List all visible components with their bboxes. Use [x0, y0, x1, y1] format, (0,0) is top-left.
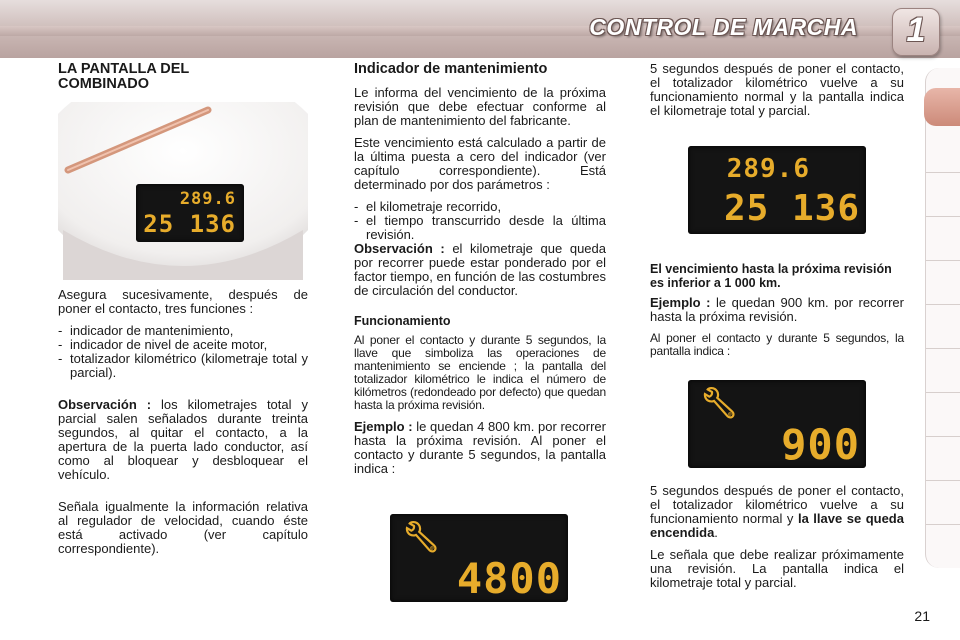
contact-text: Al poner el contacto y durante 5 segundos, la pantalla indica :	[650, 331, 904, 358]
maintenance-intro: Le informa del vencimiento de la próxima revisión que debe efectuar conforme al plan de mantenimiento del fabricante.	[354, 85, 606, 128]
list-item: - el tiempo transcurrido desde la última revisión.	[354, 214, 606, 242]
column-3	[650, 62, 904, 126]
side-tab-divider	[926, 480, 960, 481]
example-label: Ejemplo :	[650, 295, 711, 310]
chapter-title: CONTROL DE MARCHA	[589, 14, 858, 40]
example-paragraph	[354, 420, 606, 476]
total-distance: 25 136	[723, 188, 860, 229]
column-1-body	[58, 288, 308, 564]
cruise-control-note: Señala igualmente la información relativa al regulador de velocidad, cuando éste está activado (ver capítulo correspondiente).	[58, 499, 308, 556]
remaining-km: 900	[781, 420, 860, 469]
wrench-icon: 🔧︎	[700, 386, 739, 421]
side-tab-divider	[926, 172, 960, 173]
chapter-number: 1	[906, 11, 926, 49]
column-2	[354, 62, 606, 484]
instrument-cluster-illustration	[58, 102, 308, 280]
list-item: - indicador de mantenimiento,	[58, 324, 308, 338]
side-tab-divider	[926, 260, 960, 261]
chapter-badge	[892, 8, 940, 56]
column-3-footer	[650, 484, 904, 598]
funcionamiento-heading: Funcionamiento	[354, 314, 451, 328]
example-text: le quedan 4 800 km. por recorrer hasta la próxima revisión. Al poner el contacto y durante 5 segundos, la pantalla indica :	[354, 419, 606, 476]
odometer-display-2	[688, 146, 866, 234]
under-1000-heading: El vencimiento hasta la próxima revisión es inferior a 1 000 km.	[650, 262, 892, 290]
page-header	[0, 0, 960, 58]
funcionamiento-text: Al poner el contacto y durante 5 segundos, la llave que simboliza las operaciones de mantenimiento se enciende ; la pantalla del totalizador kilométrico le indica el número de kilómetros (redondeado por defecto) que quedan hasta la próxima revisión.	[354, 333, 606, 412]
observation-text: los kilometrajes total y parcial salen señalados durante treinta segundos, al quitar el contacto, a la apertura de la puerta lado conductor, así como al bloquear y desbloquear el vehículo.	[58, 397, 308, 482]
observation-label: Observación :	[354, 241, 445, 256]
list-item: - indicador de nivel de aceite motor,	[58, 338, 308, 352]
total-distance: 25 136	[143, 210, 236, 238]
function-list	[58, 324, 308, 380]
text: .	[714, 525, 718, 540]
trip-distance: 289.6	[179, 189, 236, 209]
list-item: - totalizador kilométrico (kilometraje total y parcial).	[58, 352, 308, 380]
column-3-body	[650, 262, 904, 366]
maintenance-display-900	[688, 380, 866, 468]
wrench-stays-on-paragraph	[650, 484, 904, 540]
maintenance-display-4800	[390, 514, 568, 602]
side-tab-divider	[926, 524, 960, 525]
chapter-side-tabs	[925, 68, 960, 568]
wrench-icon: 🔧︎	[402, 520, 441, 555]
return-normal-text: 5 segundos después de poner el contacto, el totalizador kilométrico vuelve a su funcionamiento normal y la pantalla indica el kilometraje total y parcial.	[650, 61, 904, 118]
observation-paragraph	[354, 242, 606, 298]
active-chapter-tab	[924, 88, 960, 126]
section-heading-pantalla: LA PANTALLA DEL COMBINADO	[58, 61, 190, 92]
section-heading-mantenimiento: Indicador de mantenimiento	[354, 61, 548, 77]
side-tab-divider	[926, 436, 960, 437]
page-number: 21	[914, 608, 930, 624]
observation-label: Observación :	[58, 397, 152, 412]
example-label: Ejemplo :	[354, 419, 413, 434]
parameter-list	[354, 200, 606, 242]
maintenance-calculation: Este vencimiento está calculado a partir de la última puesta a cero del indicador (ver capítulo correspondiente). Está determinado por dos parámetros :	[354, 135, 606, 192]
remaining-km: 4800	[456, 554, 562, 603]
trip-distance: 289.6	[726, 154, 810, 184]
observation-text: el kilometraje que queda por recorrer puede estar ponderado por el factor tiempo, en función de las costumbres de circulación del conductor.	[354, 241, 606, 298]
example-text: le quedan 900 km. por recorrer hasta la próxima revisión.	[650, 295, 904, 324]
intro-text: Asegura sucesivamente, después de poner el contacto, tres funciones :	[58, 287, 308, 316]
column-1	[58, 62, 308, 100]
side-tab-divider	[926, 392, 960, 393]
odometer-display	[136, 184, 244, 242]
side-tab-divider	[926, 216, 960, 217]
side-tab-divider	[926, 304, 960, 305]
side-tab-divider	[926, 348, 960, 349]
text: 5 segundos después de poner el contacto, el totalizador kilométrico vuelve a su funcionamiento normal y	[650, 483, 904, 526]
example-paragraph	[650, 296, 904, 324]
revision-reminder: Le señala que debe realizar próximamente una revisión. La pantalla indica el kilometraje total y parcial.	[650, 547, 904, 590]
bold-text: la llave se queda encendida	[650, 511, 904, 540]
list-item: - el kilometraje recorrido,	[354, 200, 606, 214]
observation-paragraph	[58, 398, 308, 482]
